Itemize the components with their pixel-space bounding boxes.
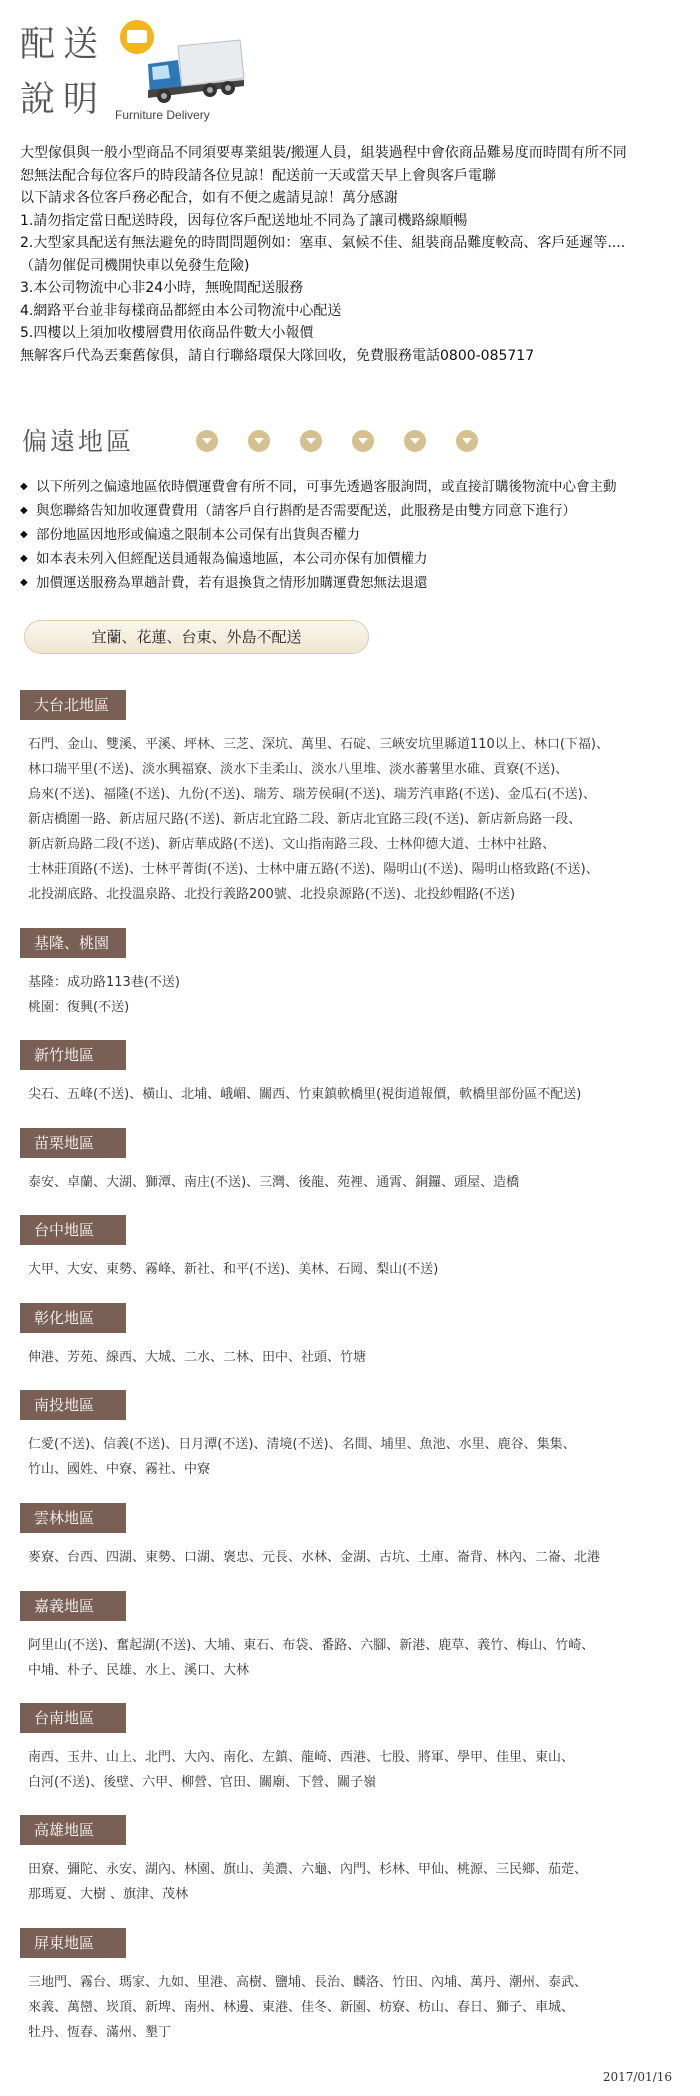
remote-note: ◆ 以下所列之偏遠地區依時價運費會有所不同，可事先透過客服詢問，或直接訂購後物流中心會主動 <box>20 475 685 499</box>
region-title: 高雄地區 <box>20 1815 126 1845</box>
region-areas <box>20 1633 685 1683</box>
intro-line: 1.請勿指定當日配送時段，因每位客戶配送地址不同為了讓司機路線順暢 <box>20 212 468 229</box>
region-area-line: 牡丹、恆春、滿州、墾丁 <box>28 2025 172 2040</box>
region-area-line: 中埔、朴子、民雄、水上、溪口、大林 <box>28 1663 250 1678</box>
chevron-down-icon <box>456 430 478 452</box>
region-area-line: 林口瑞平里(不送)、淡水興福寮、淡水下圭柔山、淡水八里堆、淡水蕃薯里水碓、貢寮(不送)、 <box>28 762 569 777</box>
delivery-truck-icon <box>140 38 250 108</box>
decorative-dots <box>196 430 496 454</box>
intro-line: 恕無法配合每位客戶的時段請各位見諒！配送前一天或當天早上會與客戶電聯 <box>20 167 496 184</box>
region-section <box>20 1591 685 1683</box>
region-area-line: 大甲、大安、東勢、霧峰、新社、和平(不送)、美林、石岡、梨山(不送) <box>28 1262 439 1277</box>
region-area-line: 南西、玉井、山上、北門、大內、南化、左鎮、龍崎、西港、七股、將軍、學甲、佳里、東山、 <box>28 1750 575 1765</box>
region-area-line: 新店新烏路二段(不送)、新店華成路(不送)、文山指南路三段、士林仰德大道、士林中社路、 <box>28 837 556 852</box>
region-area-line: 桃園：復興(不送) <box>28 1000 130 1015</box>
intro-line: 無解客戶代為丟棄舊傢俱，請自行聯絡環保大隊回收，免費服務電話0800-085717 <box>20 347 535 364</box>
page-header <box>20 18 680 128</box>
remote-notes <box>20 475 685 595</box>
region-areas <box>20 1432 685 1482</box>
region-area-line: 尖石、五峰(不送)、橫山、北埔、峨嵋、關西、竹東鎮軟橋里(視街道報價，軟橋里部份區不配送) <box>28 1087 582 1102</box>
intro-line: 大型傢俱與一般小型商品不同須要專業組裝/搬運人員，組裝過程中會依商品難易度而時間有所不同 <box>20 145 627 161</box>
intro-line: 3.本公司物流中心非24小時，無晚間配送服務 <box>20 280 304 296</box>
region-areas <box>20 1257 685 1282</box>
region-area-line: 三地門、霧台、瑪家、九如、里港、高樹、鹽埔、長治、麟洛、竹田、內埔、萬丹、潮州、泰武、 <box>28 1975 588 1990</box>
region-area-line: 竹山、國姓、中寮、霧社、中寮 <box>28 1462 211 1477</box>
region-section <box>20 1503 685 1570</box>
delivery-intro <box>20 142 685 367</box>
region-section <box>20 1040 685 1107</box>
region-area-line: 麥寮、台西、四湖、東勢、口湖、褒忠、元長、水林、金湖、古坑、土庫、崙背、林內、二崙、北港 <box>28 1550 601 1565</box>
intro-line: （請勿催促司機開快車以免發生危險) <box>20 257 250 274</box>
remote-note-continuation: ◆ 與您聯絡告知加收運費費用（請客戶自行斟酌是否需要配送，此服務是由雙方同意下進行） <box>20 499 685 523</box>
region-title: 台中地區 <box>20 1215 126 1245</box>
no-delivery-banner: 宜蘭、花蓮、台東、外島不配送 <box>24 620 369 654</box>
region-title: 新竹地區 <box>20 1040 126 1070</box>
intro-line: 2.大型家具配送有無法避免的時間問題例如：塞車、氣候不佳、組裝商品難度較高、客戶延遲等.... <box>20 235 626 251</box>
region-title: 大台北地區 <box>20 690 126 720</box>
region-area-line: 新店橋圍一路、新店屈尺路(不送)、新店北宜路二段、新店北宜路三段(不送)、新店新烏路一段、 <box>28 812 582 827</box>
region-area-line: 烏來(不送)、福隆(不送)、九份(不送)、瑞芳、瑞芳侯硐(不送)、瑞芳汽車路(不送)、金瓜石(不送)、 <box>28 787 596 802</box>
intro-line: 5.四樓以上須加收樓層費用依商品件數大小報價 <box>20 325 314 341</box>
title-line-1: 配送 <box>20 25 107 65</box>
region-section <box>20 1815 685 1907</box>
region-area-line: 白河(不送)、後壁、六甲、柳營、官田、關廟、下營、關子嶺 <box>28 1775 377 1790</box>
region-areas <box>20 732 685 907</box>
chevron-down-icon <box>404 430 426 452</box>
region-areas <box>20 1857 685 1907</box>
region-title: 雲林地區 <box>20 1503 126 1533</box>
chevron-down-icon <box>196 430 218 452</box>
region-title: 彰化地區 <box>20 1303 126 1333</box>
page-title <box>20 18 106 128</box>
region-area-line: 那瑪夏、大樹 、旗津、茂林 <box>28 1887 189 1902</box>
region-title: 台南地區 <box>20 1703 126 1733</box>
region-section <box>20 1703 685 1795</box>
region-area-line: 仁愛(不送)、信義(不送)、日月潭(不送)、清境(不送)、名間、埔里、魚池、水里、鹿谷、集集、 <box>28 1437 576 1452</box>
region-title: 南投地區 <box>20 1390 126 1420</box>
region-area-line: 士林莊頂路(不送)、士林平菁街(不送)、士林中庸五路(不送)、陽明山(不送)、陽明山格致路(不送)、 <box>28 862 599 877</box>
intro-line: 以下請求各位客戶務必配合，如有不便之處請見諒！萬分感謝 <box>20 190 398 206</box>
region-areas <box>20 1170 685 1195</box>
subtitle-english: Furniture Delivery <box>115 108 210 122</box>
region-title: 屏東地區 <box>20 1928 126 1958</box>
region-area-line: 基隆：成功路113巷(不送) <box>28 975 180 990</box>
remote-note: ◆ 加價運送服務為單趟計費，若有退換貨之情形加購運費恕無法退還 <box>20 571 685 595</box>
region-areas <box>20 970 685 1020</box>
region-section <box>20 1128 685 1195</box>
remote-note: ◆ 部份地區因地形或偏遠之限制本公司保有出貨與否權力 <box>20 523 685 547</box>
remote-areas-heading: 偏遠地區 <box>22 427 135 456</box>
region-areas <box>20 1345 685 1370</box>
remote-note: ◆ 如本表未列入但經配送員通報為偏遠地區，本公司亦保有加價權力 <box>20 547 685 571</box>
region-area-line: 阿里山(不送)、奮起湖(不送)、大埔、東石、布袋、番路、六腳、新港、鹿草、義竹、梅山、竹崎、 <box>28 1638 595 1653</box>
region-area-line: 田寮、彌陀、永安、湖內、林園、旗山、美濃、六龜、內門、杉林、甲仙、桃源、三民鄉、茄萣、 <box>28 1862 588 1877</box>
region-title: 嘉義地區 <box>20 1591 126 1621</box>
region-area-line: 來義、萬巒、崁頂、新埤、南州、林邊、東港、佳冬、新園、枋寮、枋山、春日、獅子、車城、 <box>28 2000 575 2015</box>
chevron-down-icon <box>300 430 322 452</box>
region-section <box>20 1215 685 1282</box>
region-title: 基隆、桃園 <box>20 928 126 958</box>
intro-line: 4.網路平台並非每樣商品都經由本公司物流中心配送 <box>20 302 342 319</box>
chevron-down-icon <box>352 430 374 452</box>
region-title: 苗栗地區 <box>20 1128 126 1158</box>
region-area-line: 石門、金山、雙溪、平溪、坪林、三芝、深坑、萬里、石碇、三峽安坑里縣道110以上、林口(下福)、 <box>28 737 609 752</box>
region-areas <box>20 1745 685 1795</box>
chevron-down-icon <box>248 430 270 452</box>
region-area-line: 伸港、芳苑、線西、大城、二水、二林、田中、社頭、竹塘 <box>28 1350 367 1365</box>
title-line-2: 說明 <box>20 80 107 120</box>
region-section <box>20 1390 685 1482</box>
region-areas <box>20 1970 685 2045</box>
region-area-line: 北投湖底路、北投溫泉路、北投行義路200號、北投泉源路(不送)、北投紗帽路(不送) <box>28 887 516 902</box>
region-area-line: 泰安、卓蘭、大湖、獅潭、南庄(不送)、三灣、後龍、苑裡、通霄、銅鑼、頭屋、造橋 <box>28 1175 520 1190</box>
footer-date: 2017/01/16 <box>602 2070 672 2084</box>
region-section <box>20 690 685 907</box>
region-section <box>20 1928 685 2045</box>
region-areas <box>20 1545 685 1570</box>
region-section <box>20 1303 685 1370</box>
region-areas <box>20 1082 685 1107</box>
region-section <box>20 928 685 1020</box>
